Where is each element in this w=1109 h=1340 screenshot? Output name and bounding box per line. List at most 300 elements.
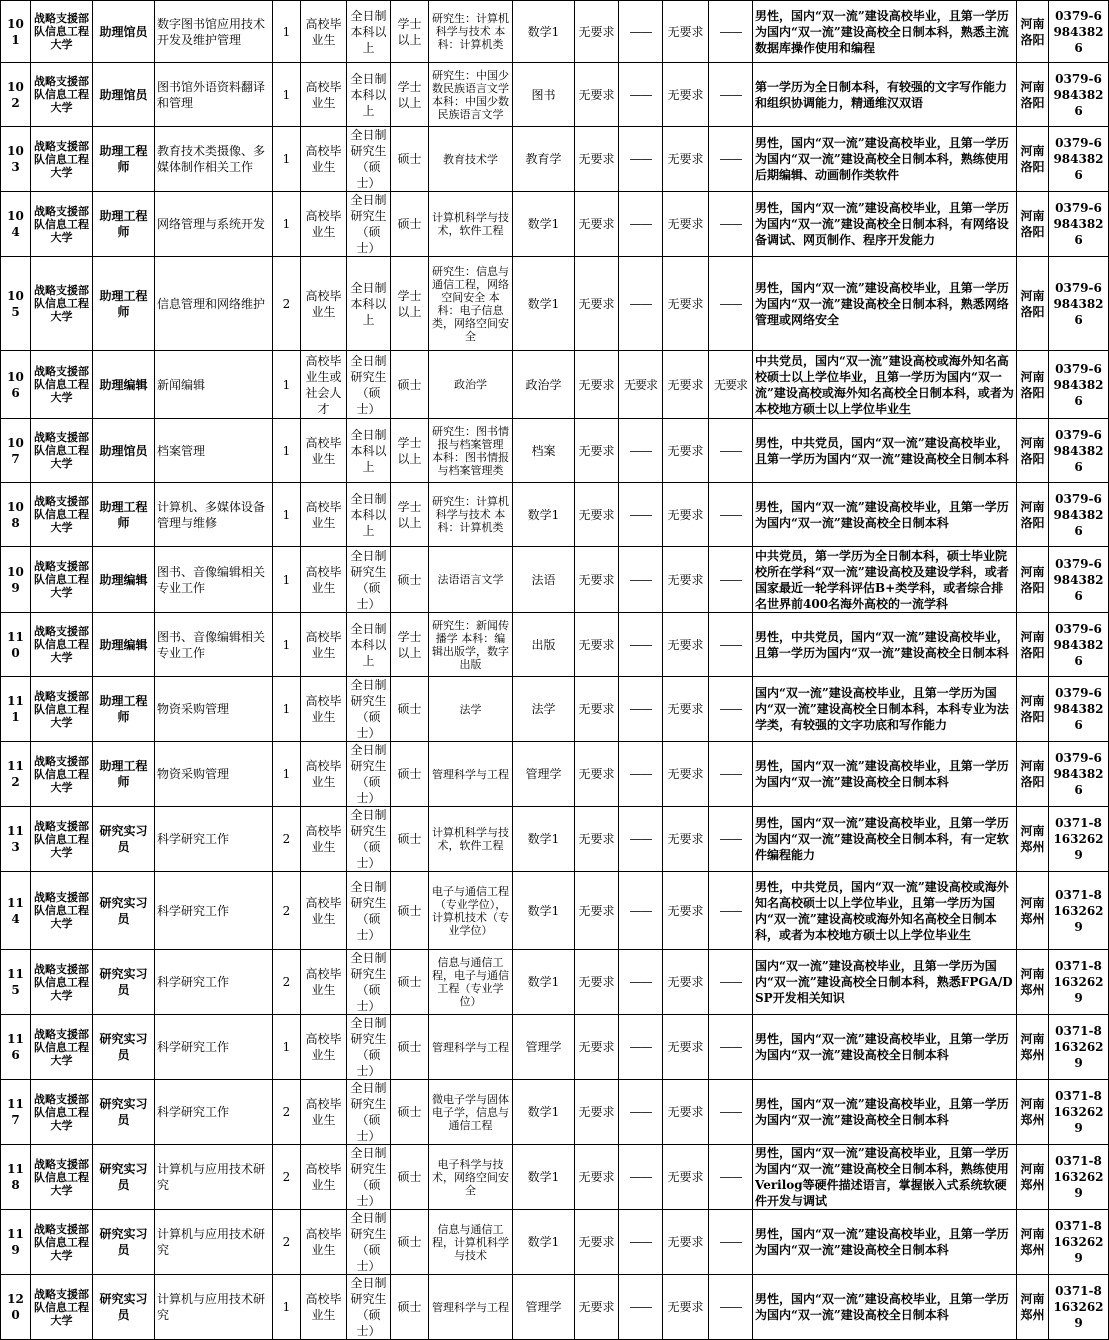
requirement-c-cell: 无要求 <box>663 1080 709 1145</box>
unit-name-cell: 战略支援部队信息工程大学 <box>31 807 93 872</box>
row-number-cell: 114 <box>1 872 31 950</box>
candidate-type-cell: 高校毕业生 <box>301 419 347 483</box>
candidate-type-cell: 高校毕业生 <box>301 257 347 351</box>
headcount-cell: 2 <box>273 950 301 1015</box>
post-title-cell: 研究实习员 <box>93 1015 155 1080</box>
major-requirement-cell: 微电子学与固体电子学，信息与通信工程 <box>429 1080 513 1145</box>
major-requirement-cell: 信息与通信工程，计算机科学与技术 <box>429 1210 513 1275</box>
degree-requirement-cell: 硕士 <box>391 950 429 1015</box>
exam-subject-cell: 管理学 <box>513 1275 575 1340</box>
contact-phone-cell: 0371-81632629 <box>1049 950 1109 1015</box>
post-title-cell: 助理馆员 <box>93 63 155 127</box>
degree-requirement-cell: 学士以上 <box>391 63 429 127</box>
location-cell: 河南洛阳 <box>1017 63 1049 127</box>
candidate-type-cell: 高校毕业生 <box>301 192 347 257</box>
requirement-d-cell: —— <box>709 547 753 613</box>
requirement-c-cell: 无要求 <box>663 127 709 192</box>
exam-subject-cell: 教育学 <box>513 127 575 192</box>
exam-subject-cell: 法学 <box>513 677 575 742</box>
candidate-type-cell: 高校毕业生 <box>301 950 347 1015</box>
requirement-c-cell: 无要求 <box>663 1015 709 1080</box>
location-cell: 河南郑州 <box>1017 1210 1049 1275</box>
table-row <box>1 872 1109 950</box>
row-number-cell: 109 <box>1 547 31 613</box>
contact-phone-cell: 0379-69843826 <box>1049 192 1109 257</box>
requirement-a-cell: 无要求 <box>575 1015 619 1080</box>
headcount-cell: 2 <box>273 1080 301 1145</box>
requirement-c-cell: 无要求 <box>663 807 709 872</box>
post-title-cell: 助理工程师 <box>93 257 155 351</box>
row-number-cell: 101 <box>1 1 31 63</box>
requirement-b-cell: —— <box>619 192 663 257</box>
education-requirement-cell: 全日制研究生（硕士） <box>347 192 391 257</box>
headcount-cell: 2 <box>273 872 301 950</box>
table-row <box>1 127 1109 192</box>
requirement-b-cell: —— <box>619 1 663 63</box>
table-row <box>1 483 1109 547</box>
exam-subject-cell: 数学1 <box>513 1145 575 1210</box>
post-title-cell: 研究实习员 <box>93 807 155 872</box>
table-row <box>1 742 1109 807</box>
contact-phone-cell: 0371-81632629 <box>1049 1210 1109 1275</box>
exam-subject-cell: 管理学 <box>513 1015 575 1080</box>
degree-requirement-cell: 硕士 <box>391 1080 429 1145</box>
unit-name-cell: 战略支援部队信息工程大学 <box>31 1015 93 1080</box>
degree-requirement-cell: 硕士 <box>391 1145 429 1210</box>
job-description-cell: 图书、音像编辑相关专业工作 <box>155 613 273 677</box>
candidate-type-cell: 高校毕业生 <box>301 127 347 192</box>
row-number-cell: 111 <box>1 677 31 742</box>
requirement-d-cell: —— <box>709 1275 753 1340</box>
table-row <box>1 351 1109 419</box>
exam-subject-cell: 数学1 <box>513 192 575 257</box>
degree-requirement-cell: 学士以上 <box>391 257 429 351</box>
headcount-cell: 1 <box>273 1 301 63</box>
degree-requirement-cell: 硕士 <box>391 742 429 807</box>
headcount-cell: 1 <box>273 483 301 547</box>
degree-requirement-cell: 硕士 <box>391 807 429 872</box>
post-title-cell: 助理编辑 <box>93 351 155 419</box>
location-cell: 河南洛阳 <box>1017 351 1049 419</box>
contact-phone-cell: 0371-81632629 <box>1049 872 1109 950</box>
job-description-cell: 数字图书馆应用技术开发及维护管理 <box>155 1 273 63</box>
headcount-cell: 1 <box>273 1015 301 1080</box>
exam-subject-cell: 政治学 <box>513 351 575 419</box>
requirement-d-cell: —— <box>709 192 753 257</box>
post-title-cell: 研究实习员 <box>93 950 155 1015</box>
table-body <box>1 1 1109 1340</box>
remark-cell: 男性，中共党员，国内“双一流”建设高校毕业，且第一学历为国内“双一流”建设高校全日制本科 <box>753 419 1017 483</box>
degree-requirement-cell: 硕士 <box>391 351 429 419</box>
major-requirement-cell: 管理科学与工程 <box>429 1015 513 1080</box>
exam-subject-cell: 法语 <box>513 547 575 613</box>
contact-phone-cell: 0379-69843826 <box>1049 419 1109 483</box>
requirement-d-cell: —— <box>709 613 753 677</box>
requirement-a-cell: 无要求 <box>575 419 619 483</box>
post-title-cell: 研究实习员 <box>93 1080 155 1145</box>
education-requirement-cell: 全日制本科以上 <box>347 63 391 127</box>
requirement-d-cell: —— <box>709 1015 753 1080</box>
post-title-cell: 助理工程师 <box>93 483 155 547</box>
education-requirement-cell: 全日制研究生（硕士） <box>347 547 391 613</box>
location-cell: 河南洛阳 <box>1017 742 1049 807</box>
education-requirement-cell: 全日制研究生（硕士） <box>347 1015 391 1080</box>
row-number-cell: 120 <box>1 1275 31 1340</box>
major-requirement-cell: 研究生：计算机科学与技术 本科：计算机类 <box>429 483 513 547</box>
location-cell: 河南洛阳 <box>1017 613 1049 677</box>
requirement-d-cell: —— <box>709 807 753 872</box>
requirement-d-cell: —— <box>709 127 753 192</box>
major-requirement-cell: 政治学 <box>429 351 513 419</box>
job-description-cell: 计算机与应用技术研究 <box>155 1210 273 1275</box>
requirement-c-cell: 无要求 <box>663 63 709 127</box>
requirement-c-cell: 无要求 <box>663 547 709 613</box>
job-description-cell: 图书、音像编辑相关专业工作 <box>155 547 273 613</box>
contact-phone-cell: 0371-81632629 <box>1049 1145 1109 1210</box>
job-description-cell: 网络管理与系统开发 <box>155 192 273 257</box>
requirement-b-cell: —— <box>619 807 663 872</box>
row-number-cell: 103 <box>1 127 31 192</box>
requirement-a-cell: 无要求 <box>575 1275 619 1340</box>
education-requirement-cell: 全日制本科以上 <box>347 483 391 547</box>
contact-phone-cell: 0379-69843826 <box>1049 677 1109 742</box>
degree-requirement-cell: 学士以上 <box>391 483 429 547</box>
requirement-c-cell: 无要求 <box>663 1145 709 1210</box>
remark-cell: 中共党员，第一学历为全日制本科，硕士毕业院校所在学科“双一流”建设高校及建设学科，或者国家最近一轮学科评估B+类学科，或者综合排名世界前400名海外高校的一流学科 <box>753 547 1017 613</box>
job-description-cell: 新闻编辑 <box>155 351 273 419</box>
requirement-d-cell: —— <box>709 872 753 950</box>
requirement-b-cell: —— <box>619 1145 663 1210</box>
job-description-cell: 信息管理和网络维护 <box>155 257 273 351</box>
requirement-b-cell: —— <box>619 872 663 950</box>
requirement-b-cell: —— <box>619 483 663 547</box>
row-number-cell: 110 <box>1 613 31 677</box>
exam-subject-cell: 数学1 <box>513 872 575 950</box>
headcount-cell: 2 <box>273 1210 301 1275</box>
requirement-c-cell: 无要求 <box>663 1210 709 1275</box>
requirement-d-cell: —— <box>709 419 753 483</box>
location-cell: 河南洛阳 <box>1017 257 1049 351</box>
major-requirement-cell: 电子与通信工程（专业学位），计算机技术（专业学位） <box>429 872 513 950</box>
education-requirement-cell: 全日制本科以上 <box>347 613 391 677</box>
requirement-a-cell: 无要求 <box>575 807 619 872</box>
requirement-a-cell: 无要求 <box>575 483 619 547</box>
unit-name-cell: 战略支援部队信息工程大学 <box>31 742 93 807</box>
contact-phone-cell: 0379-69843826 <box>1049 613 1109 677</box>
candidate-type-cell: 高校毕业生 <box>301 1210 347 1275</box>
contact-phone-cell: 0379-69843826 <box>1049 351 1109 419</box>
candidate-type-cell: 高校毕业生 <box>301 1015 347 1080</box>
job-description-cell: 档案管理 <box>155 419 273 483</box>
remark-cell: 男性，国内“双一流”建设高校毕业，且第一学历为国内“双一流”建设高校全日制本科 <box>753 1210 1017 1275</box>
remark-cell: 国内“双一流”建设高校毕业，且第一学历为国内“双一流”建设高校全日制本科，本科专业为法学类，有较强的文字功底和写作能力 <box>753 677 1017 742</box>
table-row <box>1 547 1109 613</box>
degree-requirement-cell: 硕士 <box>391 1210 429 1275</box>
job-description-cell: 计算机与应用技术研究 <box>155 1145 273 1210</box>
job-description-cell: 物资采购管理 <box>155 677 273 742</box>
exam-subject-cell: 数学1 <box>513 1210 575 1275</box>
requirement-a-cell: 无要求 <box>575 742 619 807</box>
requirement-b-cell: —— <box>619 1275 663 1340</box>
requirement-a-cell: 无要求 <box>575 613 619 677</box>
unit-name-cell: 战略支援部队信息工程大学 <box>31 1145 93 1210</box>
candidate-type-cell: 高校毕业生 <box>301 677 347 742</box>
job-description-cell: 科学研究工作 <box>155 950 273 1015</box>
table-row <box>1 1210 1109 1275</box>
degree-requirement-cell: 学士以上 <box>391 613 429 677</box>
unit-name-cell: 战略支援部队信息工程大学 <box>31 677 93 742</box>
requirement-a-cell: 无要求 <box>575 547 619 613</box>
row-number-cell: 102 <box>1 63 31 127</box>
table-row <box>1 807 1109 872</box>
headcount-cell: 1 <box>273 613 301 677</box>
candidate-type-cell: 高校毕业生 <box>301 63 347 127</box>
candidate-type-cell: 高校毕业生 <box>301 1 347 63</box>
location-cell: 河南郑州 <box>1017 1145 1049 1210</box>
table-row <box>1 63 1109 127</box>
major-requirement-cell: 法语语言文学 <box>429 547 513 613</box>
requirement-c-cell: 无要求 <box>663 483 709 547</box>
post-title-cell: 助理工程师 <box>93 192 155 257</box>
row-number-cell: 106 <box>1 351 31 419</box>
requirement-c-cell: 无要求 <box>663 742 709 807</box>
contact-phone-cell: 0379-69843826 <box>1049 1 1109 63</box>
remark-cell: 男性，国内“双一流”建设高校毕业，且第一学历为国内“双一流”建设高校全日制本科 <box>753 483 1017 547</box>
degree-requirement-cell: 硕士 <box>391 677 429 742</box>
degree-requirement-cell: 硕士 <box>391 1275 429 1340</box>
unit-name-cell: 战略支援部队信息工程大学 <box>31 872 93 950</box>
candidate-type-cell: 高校毕业生 <box>301 807 347 872</box>
headcount-cell: 1 <box>273 677 301 742</box>
major-requirement-cell: 计算机科学与技术，软件工程 <box>429 807 513 872</box>
major-requirement-cell: 信息与通信工程，电子与通信工程（专业学位） <box>429 950 513 1015</box>
degree-requirement-cell: 学士以上 <box>391 1 429 63</box>
requirement-c-cell: 无要求 <box>663 257 709 351</box>
table-row <box>1 677 1109 742</box>
job-description-cell: 图书馆外语资料翻译和管理 <box>155 63 273 127</box>
contact-phone-cell: 0371-81632629 <box>1049 807 1109 872</box>
requirement-c-cell: 无要求 <box>663 192 709 257</box>
requirement-d-cell: —— <box>709 483 753 547</box>
table-row <box>1 1080 1109 1145</box>
contact-phone-cell: 0379-69843826 <box>1049 127 1109 192</box>
contact-phone-cell: 0379-69843826 <box>1049 742 1109 807</box>
major-requirement-cell: 研究生：中国少数民族语言文学 本科：中国少数民族语言文学 <box>429 63 513 127</box>
candidate-type-cell: 高校毕业生 <box>301 613 347 677</box>
requirement-b-cell: —— <box>619 1210 663 1275</box>
requirement-c-cell: 无要求 <box>663 419 709 483</box>
unit-name-cell: 战略支援部队信息工程大学 <box>31 63 93 127</box>
requirement-c-cell: 无要求 <box>663 950 709 1015</box>
requirement-b-cell: —— <box>619 257 663 351</box>
location-cell: 河南郑州 <box>1017 950 1049 1015</box>
exam-subject-cell: 出版 <box>513 613 575 677</box>
education-requirement-cell: 全日制研究生（硕士） <box>347 872 391 950</box>
education-requirement-cell: 全日制研究生（硕士） <box>347 1145 391 1210</box>
requirement-d-cell: —— <box>709 1080 753 1145</box>
education-requirement-cell: 全日制本科以上 <box>347 1 391 63</box>
requirement-c-cell: 无要求 <box>663 1275 709 1340</box>
exam-subject-cell: 图书 <box>513 63 575 127</box>
requirement-c-cell: 无要求 <box>663 872 709 950</box>
unit-name-cell: 战略支援部队信息工程大学 <box>31 950 93 1015</box>
requirement-a-cell: 无要求 <box>575 1145 619 1210</box>
headcount-cell: 1 <box>273 547 301 613</box>
education-requirement-cell: 全日制研究生（硕士） <box>347 127 391 192</box>
job-description-cell: 科学研究工作 <box>155 872 273 950</box>
remark-cell: 男性，国内“双一流”建设高校毕业，且第一学历为国内“双一流”建设高校全日制本科 <box>753 1275 1017 1340</box>
requirement-b-cell: —— <box>619 63 663 127</box>
exam-subject-cell: 管理学 <box>513 742 575 807</box>
location-cell: 河南洛阳 <box>1017 192 1049 257</box>
remark-cell: 男性，国内“双一流”建设高校毕业，且第一学历为国内“双一流”建设高校全日制本科，熟练使用后期编辑、动画制作类软件 <box>753 127 1017 192</box>
requirement-b-cell: —— <box>619 419 663 483</box>
education-requirement-cell: 全日制研究生（硕士） <box>347 1275 391 1340</box>
location-cell: 河南洛阳 <box>1017 677 1049 742</box>
requirement-d-cell: —— <box>709 1210 753 1275</box>
row-number-cell: 119 <box>1 1210 31 1275</box>
exam-subject-cell: 数学1 <box>513 950 575 1015</box>
row-number-cell: 116 <box>1 1015 31 1080</box>
location-cell: 河南洛阳 <box>1017 1 1049 63</box>
table-row <box>1 419 1109 483</box>
requirement-d-cell: —— <box>709 742 753 807</box>
education-requirement-cell: 全日制研究生（硕士） <box>347 742 391 807</box>
education-requirement-cell: 全日制研究生（硕士） <box>347 1210 391 1275</box>
post-title-cell: 助理编辑 <box>93 613 155 677</box>
contact-phone-cell: 0379-69843826 <box>1049 63 1109 127</box>
requirement-d-cell: 无要求 <box>709 351 753 419</box>
requirement-a-cell: 无要求 <box>575 1 619 63</box>
requirement-d-cell: —— <box>709 677 753 742</box>
post-title-cell: 助理工程师 <box>93 677 155 742</box>
row-number-cell: 117 <box>1 1080 31 1145</box>
unit-name-cell: 战略支援部队信息工程大学 <box>31 1275 93 1340</box>
headcount-cell: 1 <box>273 63 301 127</box>
education-requirement-cell: 全日制研究生（硕士） <box>347 677 391 742</box>
remark-cell: 男性，国内“双一流”建设高校毕业，且第一学历为国内“双一流”建设高校全日制本科，有一定软件编程能力 <box>753 807 1017 872</box>
table-row <box>1 257 1109 351</box>
requirement-b-cell: —— <box>619 1015 663 1080</box>
requirement-b-cell: —— <box>619 547 663 613</box>
requirement-a-cell: 无要求 <box>575 257 619 351</box>
requirement-a-cell: 无要求 <box>575 1210 619 1275</box>
job-description-cell: 计算机与应用技术研究 <box>155 1275 273 1340</box>
table-row <box>1 1275 1109 1340</box>
post-title-cell: 研究实习员 <box>93 872 155 950</box>
contact-phone-cell: 0371-81632629 <box>1049 1015 1109 1080</box>
education-requirement-cell: 全日制本科以上 <box>347 419 391 483</box>
requirement-d-cell: —— <box>709 1145 753 1210</box>
location-cell: 河南郑州 <box>1017 1275 1049 1340</box>
exam-subject-cell: 档案 <box>513 419 575 483</box>
requirement-b-cell: —— <box>619 127 663 192</box>
education-requirement-cell: 全日制研究生（硕士） <box>347 807 391 872</box>
row-number-cell: 105 <box>1 257 31 351</box>
requirement-d-cell: —— <box>709 63 753 127</box>
major-requirement-cell: 管理科学与工程 <box>429 1275 513 1340</box>
contact-phone-cell: 0379-69843826 <box>1049 257 1109 351</box>
requirement-b-cell: 无要求 <box>619 351 663 419</box>
degree-requirement-cell: 硕士 <box>391 127 429 192</box>
unit-name-cell: 战略支援部队信息工程大学 <box>31 613 93 677</box>
candidate-type-cell: 高校毕业生 <box>301 1145 347 1210</box>
unit-name-cell: 战略支援部队信息工程大学 <box>31 1 93 63</box>
major-requirement-cell: 研究生：新闻传播学 本科：编辑出版学，数字出版 <box>429 613 513 677</box>
major-requirement-cell: 管理科学与工程 <box>429 742 513 807</box>
requirement-a-cell: 无要求 <box>575 63 619 127</box>
location-cell: 河南郑州 <box>1017 807 1049 872</box>
headcount-cell: 2 <box>273 257 301 351</box>
unit-name-cell: 战略支援部队信息工程大学 <box>31 1080 93 1145</box>
location-cell: 河南洛阳 <box>1017 127 1049 192</box>
degree-requirement-cell: 学士以上 <box>391 419 429 483</box>
job-description-cell: 教育技术类摄像、多媒体制作相关工作 <box>155 127 273 192</box>
education-requirement-cell: 全日制研究生（硕士） <box>347 950 391 1015</box>
job-description-cell: 科学研究工作 <box>155 807 273 872</box>
post-title-cell: 助理编辑 <box>93 547 155 613</box>
headcount-cell: 1 <box>273 351 301 419</box>
location-cell: 河南洛阳 <box>1017 483 1049 547</box>
candidate-type-cell: 高校毕业生 <box>301 483 347 547</box>
table-row <box>1 1145 1109 1210</box>
major-requirement-cell: 研究生：计算机科学与技术 本科：计算机类 <box>429 1 513 63</box>
location-cell: 河南洛阳 <box>1017 419 1049 483</box>
contact-phone-cell: 0371-81632629 <box>1049 1275 1109 1340</box>
contact-phone-cell: 0379-69843826 <box>1049 483 1109 547</box>
requirement-a-cell: 无要求 <box>575 351 619 419</box>
remark-cell: 男性，国内“双一流”建设高校毕业，且第一学历为国内“双一流”建设高校全日制本科，熟悉主流数据库操作使用和编程 <box>753 1 1017 63</box>
remark-cell: 男性，国内“双一流”建设高校毕业，且第一学历为国内“双一流”建设高校全日制本科 <box>753 742 1017 807</box>
job-description-cell: 物资采购管理 <box>155 742 273 807</box>
candidate-type-cell: 高校毕业生 <box>301 872 347 950</box>
major-requirement-cell: 计算机科学与技术，软件工程 <box>429 192 513 257</box>
major-requirement-cell: 教育技术学 <box>429 127 513 192</box>
candidate-type-cell: 高校毕业生 <box>301 1275 347 1340</box>
headcount-cell: 1 <box>273 127 301 192</box>
remark-cell: 男性，国内“双一流”建设高校毕业，且第一学历为国内“双一流”建设高校全日制本科，有网络设备调试、网页制作、程序开发能力 <box>753 192 1017 257</box>
requirement-b-cell: —— <box>619 742 663 807</box>
post-title-cell: 研究实习员 <box>93 1145 155 1210</box>
row-number-cell: 112 <box>1 742 31 807</box>
remark-cell: 男性，国内“双一流”建设高校毕业，且第一学历为国内“双一流”建设高校全日制本科，熟练使用Verilog等硬件描述语言，掌握嵌入式系统软硬件开发与调试 <box>753 1145 1017 1210</box>
unit-name-cell: 战略支援部队信息工程大学 <box>31 1210 93 1275</box>
remark-cell: 男性，中共党员，国内“双一流”建设高校或海外知名高校硕士以上学位毕业，且第一学历为国内“双一流”建设高校或海外知名高校全日制本科，或者为本校地方硕士以上学位毕业生 <box>753 872 1017 950</box>
post-title-cell: 助理馆员 <box>93 1 155 63</box>
post-title-cell: 研究实习员 <box>93 1275 155 1340</box>
degree-requirement-cell: 硕士 <box>391 872 429 950</box>
unit-name-cell: 战略支援部队信息工程大学 <box>31 192 93 257</box>
table-row <box>1 192 1109 257</box>
requirement-a-cell: 无要求 <box>575 872 619 950</box>
table-row <box>1 1015 1109 1080</box>
requirement-a-cell: 无要求 <box>575 192 619 257</box>
requirement-a-cell: 无要求 <box>575 950 619 1015</box>
unit-name-cell: 战略支援部队信息工程大学 <box>31 419 93 483</box>
unit-name-cell: 战略支援部队信息工程大学 <box>31 547 93 613</box>
requirement-d-cell: —— <box>709 257 753 351</box>
headcount-cell: 1 <box>273 419 301 483</box>
exam-subject-cell: 数学1 <box>513 257 575 351</box>
row-number-cell: 108 <box>1 483 31 547</box>
row-number-cell: 107 <box>1 419 31 483</box>
remark-cell: 中共党员，国内“双一流”建设高校或海外知名高校硕士以上学位毕业，且第一学历为国内“双一流”建设高校或海外知名高校全日制本科，或者为本校地方硕士以上学位毕业生 <box>753 351 1017 419</box>
location-cell: 河南洛阳 <box>1017 547 1049 613</box>
job-description-cell: 科学研究工作 <box>155 1080 273 1145</box>
major-requirement-cell: 法学 <box>429 677 513 742</box>
requirement-c-cell: 无要求 <box>663 613 709 677</box>
exam-subject-cell: 数学1 <box>513 483 575 547</box>
